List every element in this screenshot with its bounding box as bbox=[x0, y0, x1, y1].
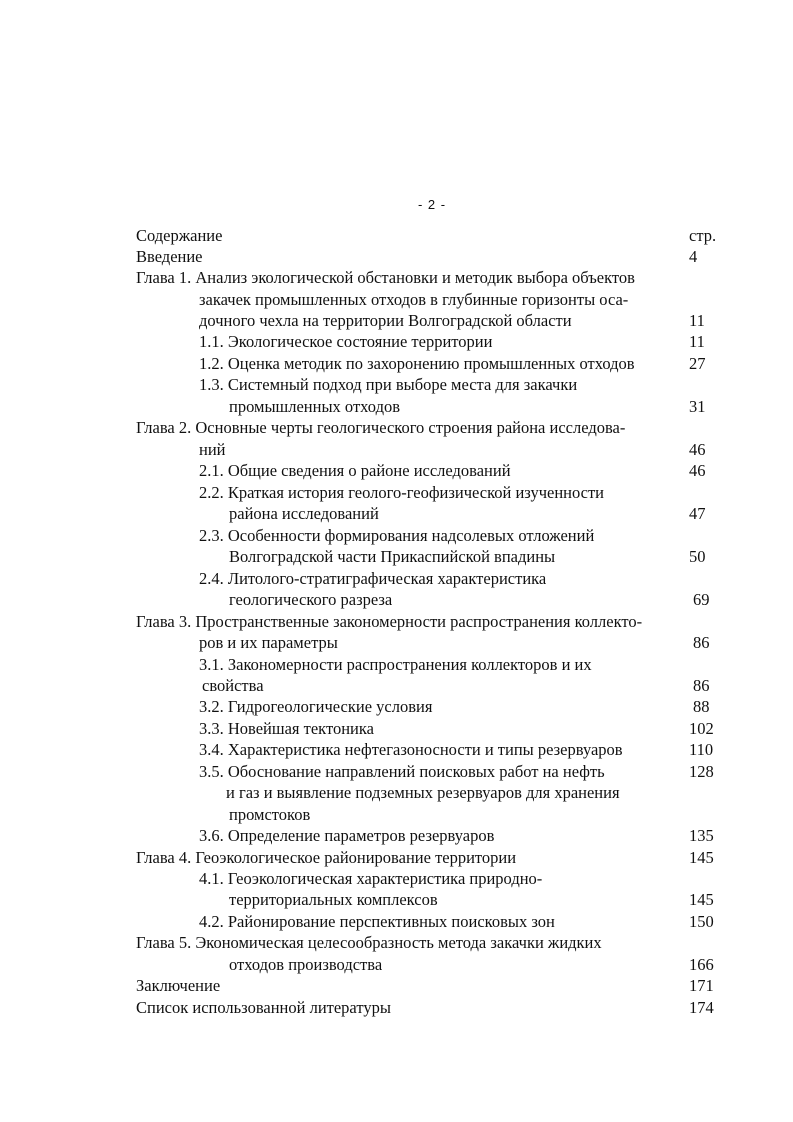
toc-entry-1-1: 1.1. Экологическое состояние территории bbox=[199, 332, 493, 351]
toc-page-3-4: 110 bbox=[689, 740, 714, 759]
toc-entry-chapter-3-line-2: ров и их параметры bbox=[199, 633, 338, 652]
toc-entry-3-2: 3.2. Гидрогеологические условия bbox=[199, 697, 433, 716]
toc-entry-intro: Введение bbox=[136, 247, 203, 266]
toc-heading: Содержание bbox=[136, 226, 223, 245]
toc-page-bibliography: 174 bbox=[689, 998, 714, 1017]
toc-entry-chapter-5-line-2: отходов производства bbox=[229, 955, 383, 974]
toc-entry-3-6: 3.6. Определение параметров резервуаров bbox=[199, 826, 495, 845]
toc-entry-2-3: 2.3. Особенности формирования надсолевых отложений bbox=[199, 526, 595, 545]
toc-page-3-1: 86 bbox=[693, 676, 710, 695]
toc-entry-chapter-1: Глава 1. Анализ экологической обстановки и методик выбора объектов bbox=[136, 268, 635, 287]
toc-page-chapter-2: 46 bbox=[689, 440, 706, 459]
toc-page-3-5: 128 bbox=[689, 762, 714, 781]
toc-page-2-4: 69 bbox=[693, 590, 710, 609]
toc-page-chapter-3: 86 bbox=[693, 633, 710, 652]
toc-entry-chapter-2-line-2: ний bbox=[199, 440, 226, 459]
toc-page-3-2: 88 bbox=[693, 697, 710, 716]
toc-entry-4-1: 4.1. Геоэкологическая характеристика природно- bbox=[199, 869, 543, 888]
toc-page-4-2: 150 bbox=[689, 912, 714, 931]
toc-entry-2-4-line-2: геологического разреза bbox=[229, 590, 393, 609]
page-number: - 2 - bbox=[417, 197, 447, 212]
toc-entry-3-3: 3.3. Новейшая тектоника bbox=[199, 719, 374, 738]
toc-page-column-label: стр. bbox=[689, 226, 717, 245]
toc-page-1-1: 11 bbox=[689, 332, 705, 351]
toc-entry-2-2: 2.2. Краткая история геолого-геофизической изученности bbox=[199, 483, 605, 502]
toc-entry-3-5-line-2: и газ и выявление подземных резервуаров для хранения bbox=[226, 783, 620, 802]
toc-entry-conclusion: Заключение bbox=[136, 976, 221, 995]
toc-entry-1-2: 1.2. Оценка методик по захоронению промышленных отходов bbox=[199, 354, 635, 373]
toc-page-2-1: 46 bbox=[689, 461, 706, 480]
toc-page-2-3: 50 bbox=[689, 547, 706, 566]
toc-entry-4-2: 4.2. Районирование перспективных поисковых зон bbox=[199, 912, 555, 931]
toc-entry-2-4: 2.4. Литолого-стратиграфическая характеристика bbox=[199, 569, 547, 588]
toc-page-1-2: 27 bbox=[689, 354, 706, 373]
toc-page-conclusion: 171 bbox=[689, 976, 714, 995]
toc-entry-3-4: 3.4. Характеристика нефтегазоносности и типы резервуаров bbox=[199, 740, 623, 759]
toc-entry-chapter-5: Глава 5. Экономическая целесообразность метода закачки жидких bbox=[136, 933, 602, 952]
toc-entry-chapter-1-line-3: дочного чехла на территории Волгоградской области bbox=[199, 311, 572, 330]
toc-entry-chapter-3: Глава 3. Пространственные закономерности распространения коллекто- bbox=[136, 612, 643, 631]
toc-entry-1-3-line-2: промышленных отходов bbox=[229, 397, 401, 416]
toc-page-chapter-5: 166 bbox=[689, 955, 714, 974]
toc-entry-3-5-line-3: промстоков bbox=[229, 805, 311, 824]
toc-entry-1-3: 1.3. Системный подход при выборе места для закачки bbox=[199, 375, 578, 394]
toc-page-4-1: 145 bbox=[689, 890, 714, 909]
toc-entry-4-1-line-2: территориальных комплексов bbox=[229, 890, 438, 909]
toc-page-2-2: 47 bbox=[689, 504, 706, 523]
toc-page-1-3: 31 bbox=[689, 397, 706, 416]
toc-page-chapter-4: 145 bbox=[689, 848, 714, 867]
toc-page-chapter-1: 11 bbox=[689, 311, 705, 330]
toc-entry-2-2-line-2: района исследований bbox=[229, 504, 379, 523]
toc-entry-3-1-line-2: свойства bbox=[202, 676, 264, 695]
toc-entry-3-1: 3.1. Закономерности распространения коллекторов и их bbox=[199, 655, 592, 674]
toc-entry-3-5: 3.5. Обоснование направлений поисковых работ на нефть bbox=[199, 762, 605, 781]
toc-page-3-3: 102 bbox=[689, 719, 714, 738]
toc-entry-bibliography: Список использованной литературы bbox=[136, 998, 391, 1017]
toc-entry-chapter-1-line-2: закачек промышленных отходов в глубинные горизонты оса- bbox=[199, 290, 629, 309]
toc-page-intro: 4 bbox=[689, 247, 698, 266]
toc-entry-2-3-line-2: Волгоградской части Прикаспийской впадины bbox=[229, 547, 556, 566]
toc-entry-chapter-2: Глава 2. Основные черты геологического строения района исследова- bbox=[136, 418, 626, 437]
toc-entry-2-1: 2.1. Общие сведения о районе исследований bbox=[199, 461, 511, 480]
toc-page-3-6: 135 bbox=[689, 826, 714, 845]
toc-entry-chapter-4: Глава 4. Геоэкологическое районирование территории bbox=[136, 848, 517, 867]
